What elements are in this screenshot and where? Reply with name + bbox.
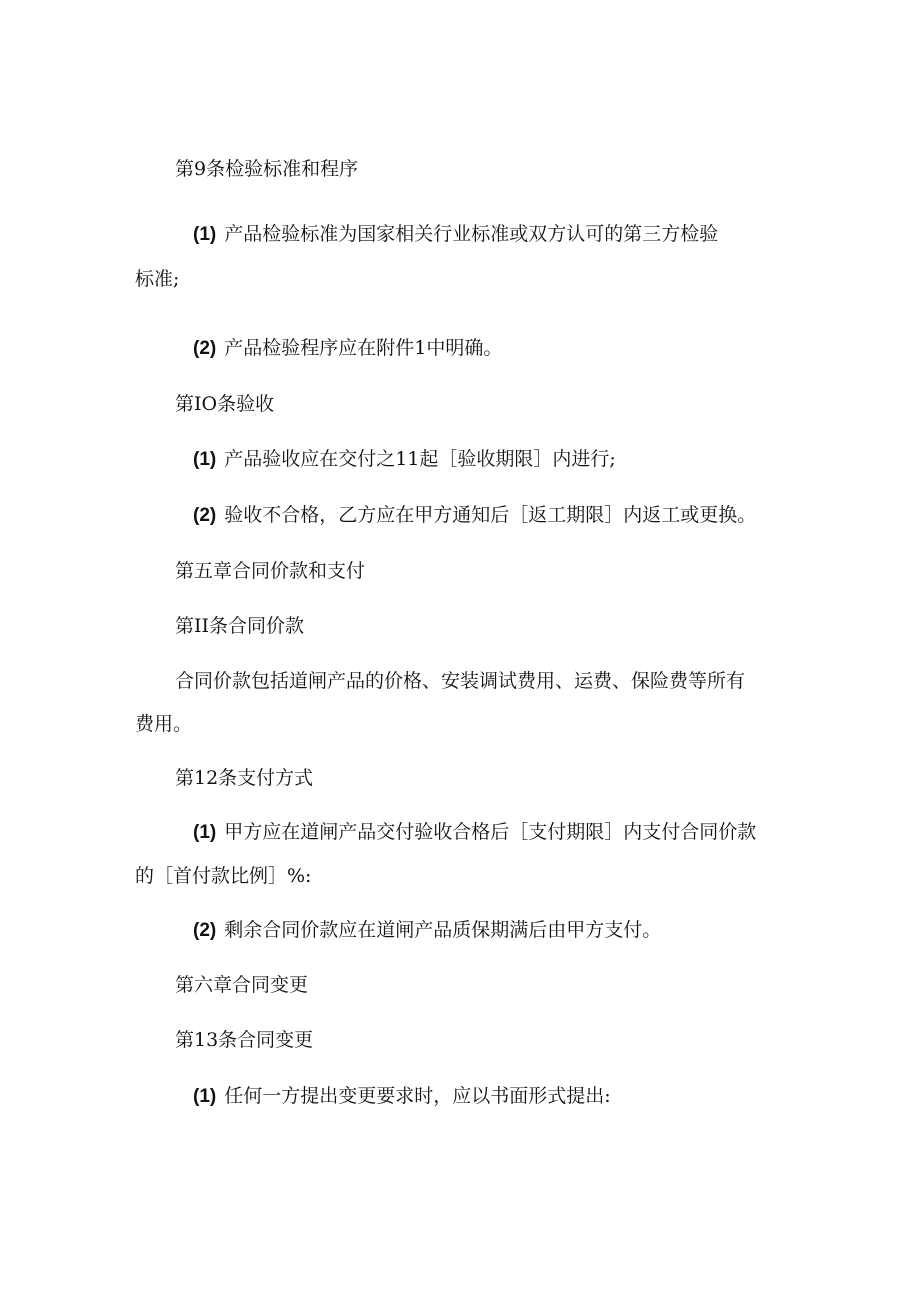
article-13-title: 第13条合同变更 xyxy=(175,1029,314,1051)
item-text: 验收不合格，乙方应在甲方通知后［返工期限］内返工或更换。 xyxy=(224,504,757,526)
article-12-item-1 xyxy=(193,820,756,845)
chapter-5-heading: 第五章合同价款和支付 xyxy=(175,560,366,582)
item-number: (1) xyxy=(193,1086,217,1107)
item-text: 产品检验程序应在附件1中明确。 xyxy=(224,337,503,359)
chapter-6-heading: 第六章合同变更 xyxy=(175,974,309,996)
item-text: 产品验收应在交付之11起［验收期限］内进行; xyxy=(224,448,616,470)
item-number: (1) xyxy=(193,449,217,470)
article-11-title: 第II条合同价款 xyxy=(175,615,305,637)
article-13-item-1 xyxy=(193,1084,611,1109)
item-number: (2) xyxy=(193,338,217,359)
article-12-title: 第12条支付方式 xyxy=(175,767,314,789)
article-9-item-2 xyxy=(193,336,502,361)
item-text: 任何一方提出变更要求时，应以书面形式提出: xyxy=(224,1085,611,1107)
article-11-text-continuation: 费用。 xyxy=(135,713,193,735)
item-number: (2) xyxy=(193,920,217,941)
article-10-item-2 xyxy=(193,503,756,528)
article-11-text: 合同价款包括道闸产品的价格、安装调试费用、运费、保险费等所有 xyxy=(175,670,746,692)
article-9-item-1-continuation: 标准; xyxy=(135,268,180,290)
item-number: (1) xyxy=(193,822,217,843)
item-number: (1) xyxy=(193,224,217,245)
article-9-item-1 xyxy=(193,222,718,247)
article-10-title: 第IO条验收 xyxy=(175,393,275,415)
item-number: (2) xyxy=(193,505,217,526)
article-10-item-1 xyxy=(193,447,616,472)
item-text: 甲方应在道闸产品交付验收合格后［支付期限］内支付合同价款 xyxy=(224,821,757,843)
article-12-item-2 xyxy=(193,918,661,943)
item-text: 剩余合同价款应在道闸产品质保期满后由甲方支付。 xyxy=(224,919,662,941)
item-text: 产品检验标准为国家相关行业标准或双方认可的第三方检验 xyxy=(224,223,719,245)
article-9-title: 第9条检验标准和程序 xyxy=(175,158,359,180)
article-12-item-1-continuation: 的［首付款比例］%: xyxy=(135,865,312,887)
